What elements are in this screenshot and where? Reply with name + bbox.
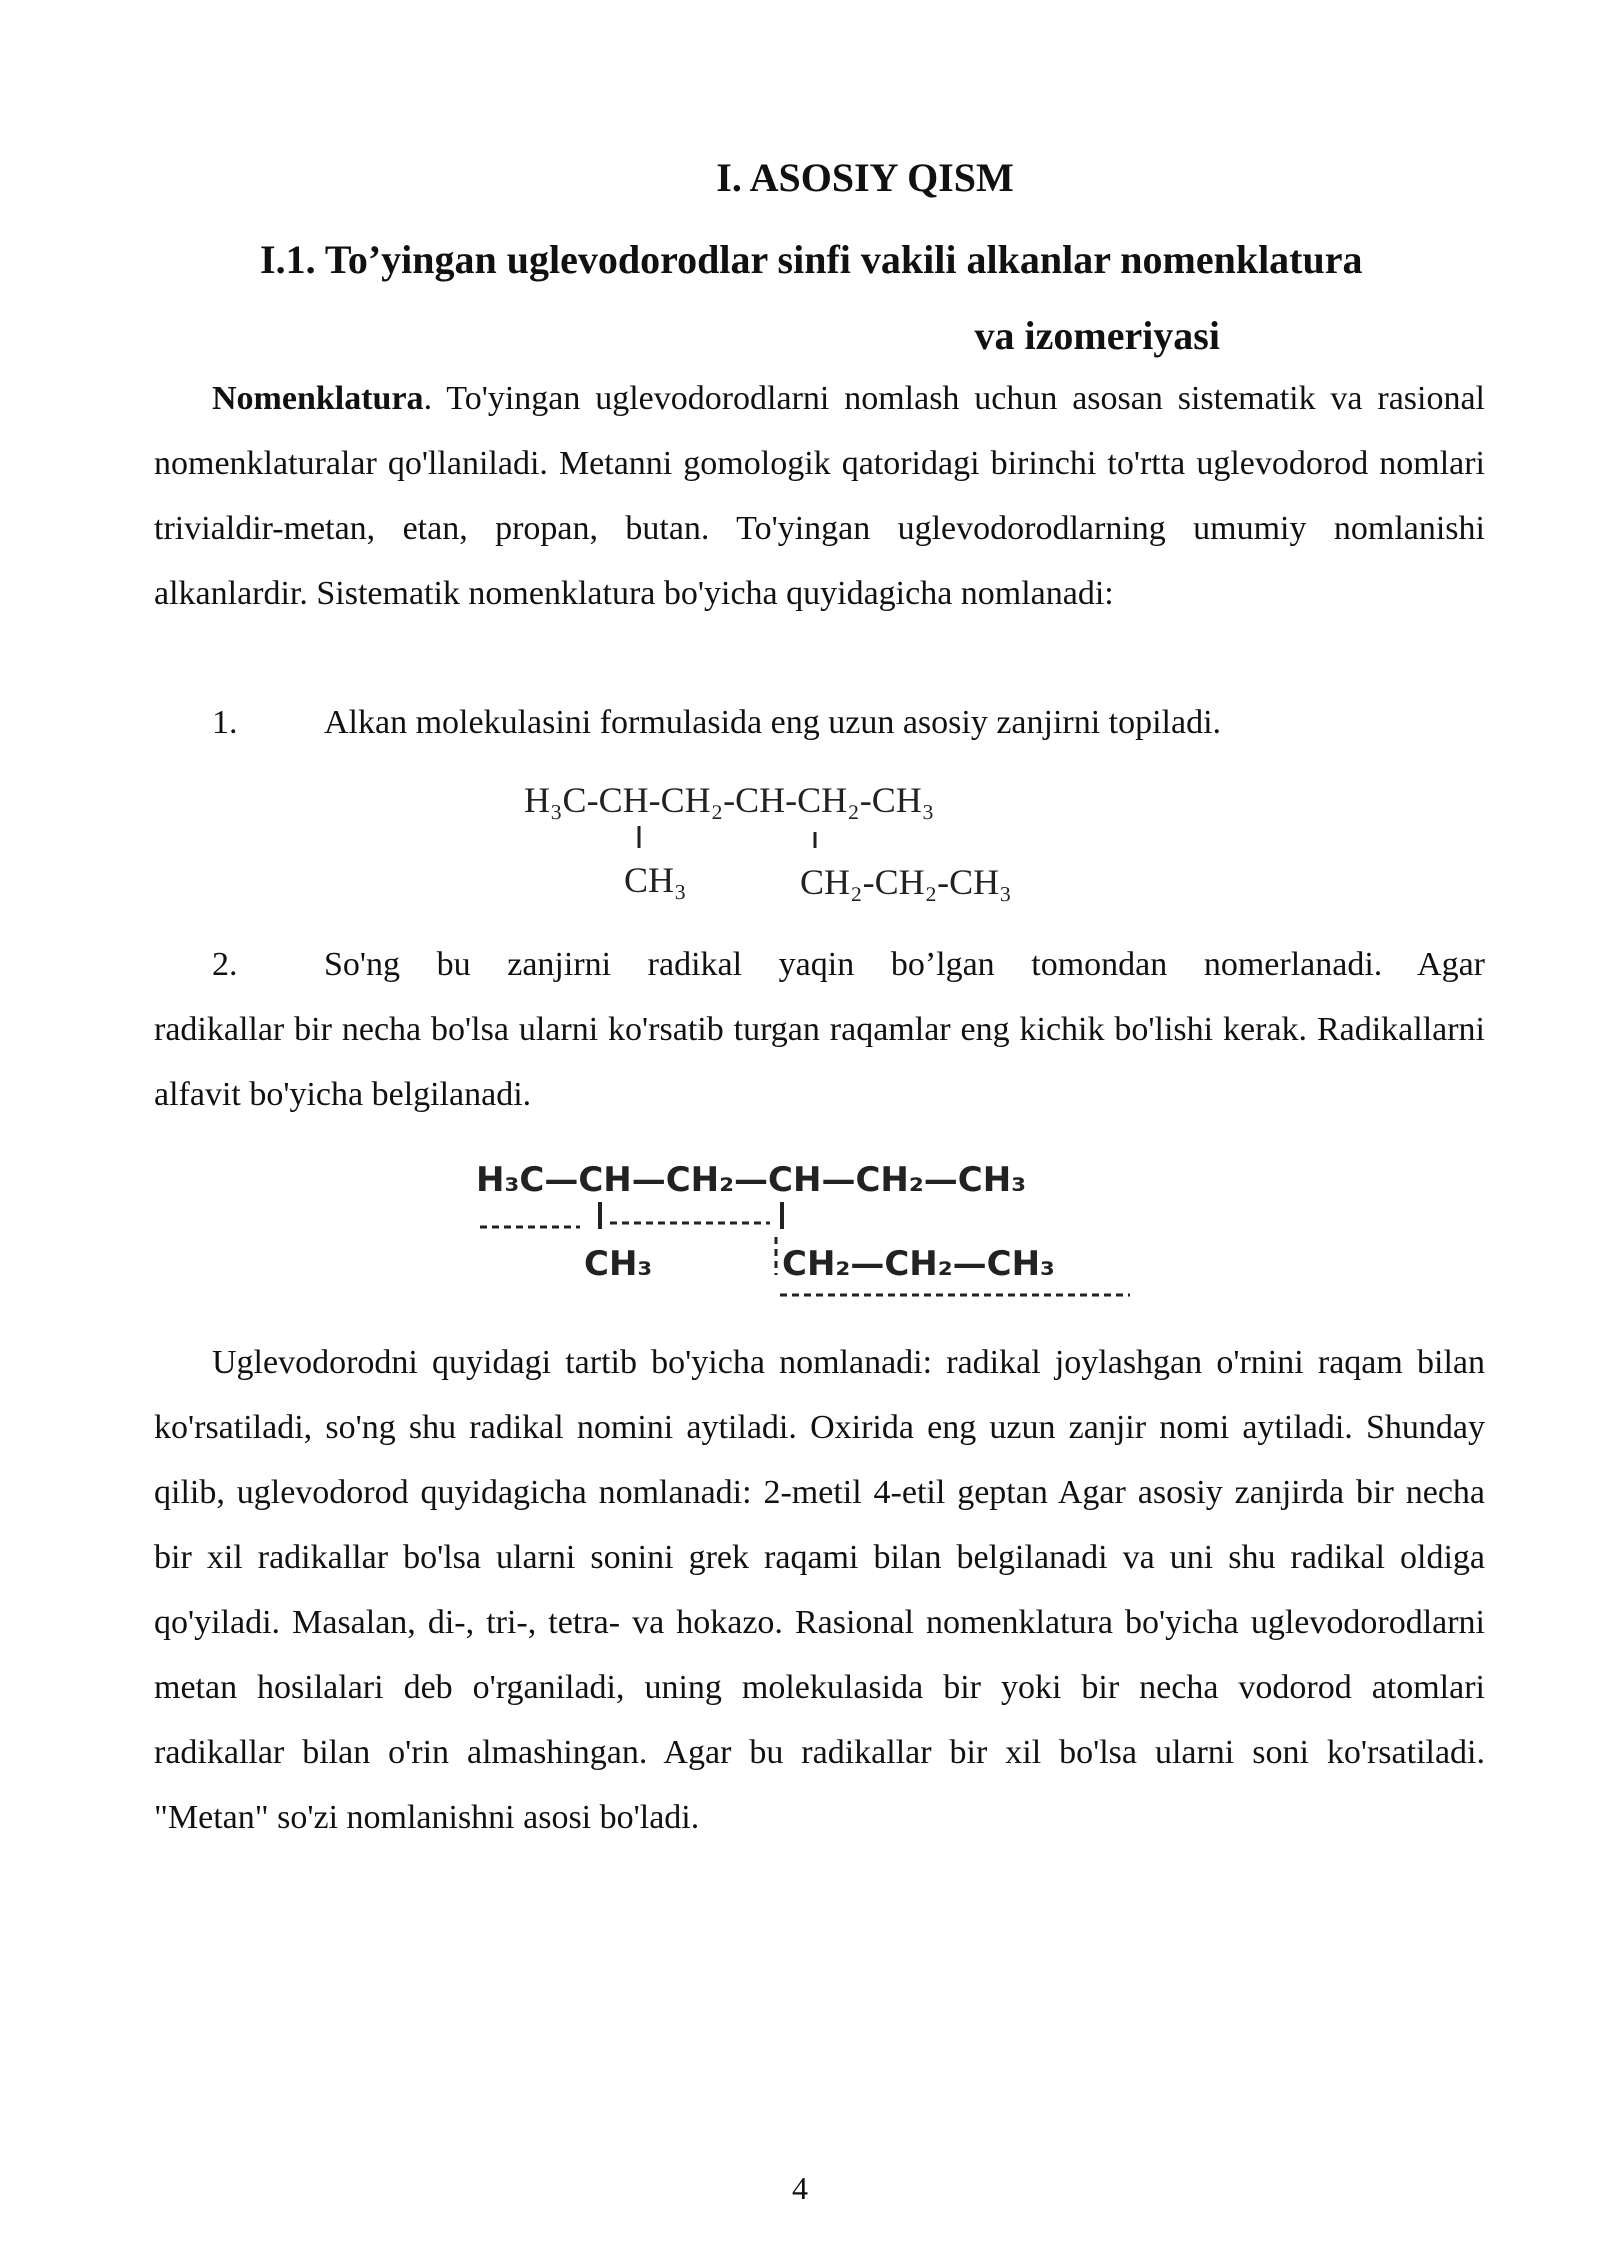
naming-paragraph: Uglevodorodni quyidagi tartib bo'yicha nomlanadi: radikal joylashgan o'rnini raqam bilan ko'rsatiladi, so'ng shu radikal nomini aytiladi. Oxirida eng uzun zanjir nomi aytiladi. Shunday qilib, uglevodorod quyidagicha nomlanadi: 2-metil 4-etil geptan Agar asosiy zanjirda bir necha bir xil radikallar bo'lsa ularni sonini grek raqami bilan belgilanadi va uni shu radikal oldiga qo'yiladi. Masalan, di-, tri-, tetra- va hokazo. Rasional nomenklatura bo'yicha uglevodorodlarni metan hosilalari deb o'rganiladi, uning molekulasida bir yoki bir necha vodorod atomlari radikallar bilan o'rin almashingan. Agar bu radikallar bir xil bo'lsa ularni soni ko'rsatiladi. "Metan" so'zi nomlanishni asosi bo'ladi.	[154, 1344, 1485, 1836]
step-1	[154, 690, 1485, 755]
f1-ch2-b: CH₂	[797, 780, 860, 820]
f2-ch2-b: CH₂	[855, 1160, 924, 1200]
step-1-text: Alkan molekulasini formulasida eng uzun asosiy zanjirni topiladi.	[324, 704, 1222, 741]
f2-ch2-a: CH₂	[665, 1160, 735, 1200]
svg-text:CH₂—CH₂—CH₃: CH₂—CH₂—CH₃	[782, 1244, 1055, 1284]
f1-ch3-end: CH₃	[871, 780, 935, 820]
page-number: 4	[792, 2170, 808, 2206]
structural-formula-1	[520, 770, 1080, 910]
step-2-text: radikallar bir necha bo'lsa ularni ko'rsatib turgan raqamlar eng kichik bo'lishi kerak. Radikallarni alfavit bo'yicha belgilanadi.	[154, 1011, 1485, 1113]
f2-ch-b: CH	[768, 1160, 822, 1200]
f1-branch-ch3: CH₃	[949, 862, 1012, 902]
step-1-number: 1.	[212, 704, 238, 741]
f2-branch-methyl: CH₃	[584, 1244, 653, 1284]
f1-ch-a: CH	[598, 780, 649, 820]
subsection-heading-line2: va izomeriyasi	[974, 313, 1220, 358]
f2-ch-a: CH	[578, 1160, 632, 1200]
section-heading: I. ASOSIY QISM	[716, 155, 1014, 200]
step-2-first-line: 2. So'ng bu zanjirni radikal yaqin bo’lgan tomondan nomerlanadi. Agar	[154, 932, 1485, 997]
f2-ch3-end: CH₃	[957, 1160, 1027, 1200]
f1-branch-ch2-a: CH₂	[800, 862, 863, 902]
structural-formula-2	[470, 1145, 1150, 1310]
svg-text:H₃C—CH—CH₂—CH—CH₂—CH₃: H₃C—CH—CH₂—CH—CH₂—CH₃	[476, 1160, 1027, 1200]
f2-branch-ch3: CH₃	[986, 1244, 1055, 1284]
f1-h3c: H₃C	[524, 780, 587, 820]
f1-ch2-a: CH₂	[660, 780, 724, 820]
intro-text: . To'yingan uglevodorodlarni nomlash uchun asosan sistematik va rasional nomenklaturalar qo'llaniladi. Metanni gomologik qatoridagi birinchi to'rtta uglevodorod nomlari trivialdir-metan, etan, propan, butan. To'yingan uglevodorodlarning umumiy nomlanishi alkanlardir. Sistematik nomenklatura bo'yicha quyidagicha nomlanadi:	[154, 380, 1485, 612]
subsection-heading-line1: I.1. To’yingan uglevodorodlar sinfi vakili alkanlar nomenklatura	[260, 237, 1363, 282]
f1-branch-ch2-b: CH₂	[874, 862, 938, 902]
intro-paragraph	[154, 366, 1485, 626]
f2-branch-ch2-b: CH₂	[884, 1244, 953, 1284]
step-2-number: 2.	[212, 946, 238, 983]
step-2	[154, 932, 1485, 1127]
subsection-heading	[260, 222, 1470, 374]
svg-text:H₃C-CH-CH₂-CH-CH₂-CH₃: H₃C-CH-CH₂-CH-CH₂-CH₃	[524, 780, 935, 820]
f2-branch-ch2-a: CH₂	[782, 1244, 851, 1284]
svg-text:CH₂-CH₂-CH₃: CH₂-CH₂-CH₃	[800, 862, 1012, 902]
f1-ch-b: CH	[735, 780, 786, 820]
f1-branch-methyl: CH₃	[624, 860, 687, 900]
f2-h3c: H₃C	[476, 1160, 545, 1200]
intro-bold-lead: Nomenklatura	[212, 380, 424, 417]
